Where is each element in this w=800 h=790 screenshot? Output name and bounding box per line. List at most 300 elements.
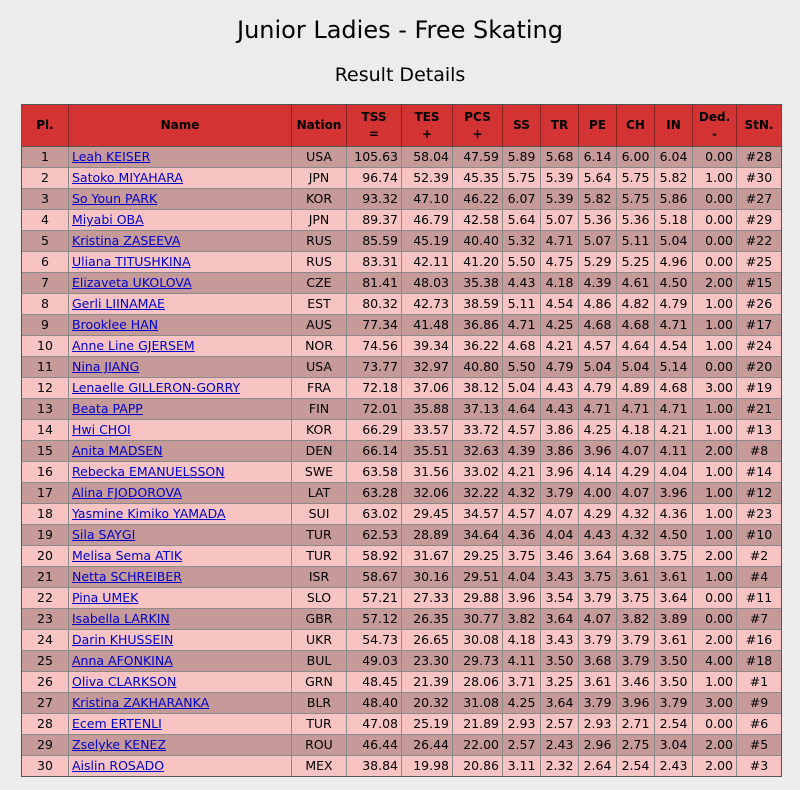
cell-skater-name — [69, 315, 292, 336]
results-table — [21, 104, 782, 777]
cell-tes: 25.19 — [402, 714, 453, 735]
skater-link[interactable]: Anne Line GJERSEM — [72, 338, 195, 353]
cell-start-number: #17 — [737, 315, 781, 336]
cell-pcs: 36.86 — [453, 315, 503, 336]
skater-link[interactable]: Anita MADSEN — [72, 443, 163, 458]
cell-in: 4.04 — [655, 462, 693, 483]
cell-place: 19 — [22, 525, 69, 546]
skater-link[interactable]: Melisa Sema ATIK — [72, 548, 183, 563]
cell-ch: 5.11 — [617, 231, 655, 252]
table-row — [22, 336, 781, 357]
skater-link[interactable]: Kristina ZAKHARANKA — [72, 695, 210, 710]
cell-in: 3.64 — [655, 588, 693, 609]
cell-pe: 6.14 — [579, 147, 617, 168]
table-row — [22, 567, 781, 588]
cell-start-number: #10 — [737, 525, 781, 546]
cell-ss: 2.57 — [503, 735, 541, 756]
cell-tr: 3.64 — [541, 609, 579, 630]
cell-deduction: 0.00 — [693, 210, 737, 231]
cell-skater-name — [69, 588, 292, 609]
skater-link[interactable]: Hwi CHOI — [72, 422, 131, 437]
cell-tes: 42.11 — [402, 252, 453, 273]
cell-ch: 5.25 — [617, 252, 655, 273]
cell-pcs: 46.22 — [453, 189, 503, 210]
cell-skater-name — [69, 462, 292, 483]
cell-ch: 3.68 — [617, 546, 655, 567]
cell-skater-name — [69, 504, 292, 525]
cell-start-number: #24 — [737, 336, 781, 357]
table-row — [22, 588, 781, 609]
header-deduction — [693, 105, 737, 147]
cell-ch: 2.54 — [617, 756, 655, 776]
cell-start-number: #30 — [737, 168, 781, 189]
cell-start-number: #15 — [737, 273, 781, 294]
cell-place: 2 — [22, 168, 69, 189]
table-row — [22, 399, 781, 420]
header-ded-sign: - — [712, 126, 717, 141]
cell-start-number: #18 — [737, 651, 781, 672]
cell-tes: 26.44 — [402, 735, 453, 756]
cell-place: 13 — [22, 399, 69, 420]
skater-link[interactable]: Alina FJODOROVA — [72, 485, 182, 500]
cell-pe: 3.68 — [579, 651, 617, 672]
cell-pe: 4.29 — [579, 504, 617, 525]
cell-tr: 3.43 — [541, 630, 579, 651]
cell-in: 3.04 — [655, 735, 693, 756]
cell-ss: 4.04 — [503, 567, 541, 588]
cell-ch: 4.64 — [617, 336, 655, 357]
cell-deduction: 3.00 — [693, 693, 737, 714]
cell-tes: 31.67 — [402, 546, 453, 567]
cell-tss: 54.73 — [347, 630, 402, 651]
cell-nation: AUS — [292, 315, 347, 336]
cell-ch: 4.07 — [617, 441, 655, 462]
cell-tss: 63.28 — [347, 483, 402, 504]
cell-ch: 3.61 — [617, 567, 655, 588]
cell-skater-name — [69, 714, 292, 735]
cell-nation: EST — [292, 294, 347, 315]
cell-tr: 5.68 — [541, 147, 579, 168]
cell-start-number: #4 — [737, 567, 781, 588]
cell-tss: 74.56 — [347, 336, 402, 357]
cell-start-number: #1 — [737, 672, 781, 693]
cell-place: 17 — [22, 483, 69, 504]
cell-start-number: #8 — [737, 441, 781, 462]
cell-in: 4.71 — [655, 315, 693, 336]
cell-tes: 48.03 — [402, 273, 453, 294]
skater-link[interactable]: Sila SAYGI — [72, 527, 136, 542]
cell-pcs: 21.89 — [453, 714, 503, 735]
cell-nation: ROU — [292, 735, 347, 756]
cell-place: 27 — [22, 693, 69, 714]
cell-tes: 28.89 — [402, 525, 453, 546]
cell-ss: 5.64 — [503, 210, 541, 231]
cell-deduction: 0.00 — [693, 252, 737, 273]
skater-link[interactable]: Gerli LIINAMAE — [72, 296, 165, 311]
cell-tes: 30.16 — [402, 567, 453, 588]
cell-place: 1 — [22, 147, 69, 168]
header-tss — [347, 105, 402, 147]
header-tr: TR — [541, 105, 579, 147]
cell-skater-name — [69, 294, 292, 315]
cell-start-number: #11 — [737, 588, 781, 609]
cell-ch: 4.89 — [617, 378, 655, 399]
cell-in: 4.50 — [655, 273, 693, 294]
cell-pcs: 45.35 — [453, 168, 503, 189]
cell-pe: 4.00 — [579, 483, 617, 504]
cell-ch: 4.61 — [617, 273, 655, 294]
cell-deduction: 0.00 — [693, 231, 737, 252]
cell-skater-name — [69, 651, 292, 672]
cell-skater-name — [69, 189, 292, 210]
cell-pcs: 38.59 — [453, 294, 503, 315]
table-row — [22, 147, 781, 168]
cell-tss: 66.14 — [347, 441, 402, 462]
cell-place: 9 — [22, 315, 69, 336]
cell-deduction: 1.00 — [693, 168, 737, 189]
header-ss: SS — [503, 105, 541, 147]
cell-tes: 19.98 — [402, 756, 453, 776]
cell-tr: 5.07 — [541, 210, 579, 231]
cell-pe: 3.61 — [579, 672, 617, 693]
skater-link[interactable]: Nina JIANG — [72, 359, 140, 374]
skater-link[interactable]: Elizaveta UKOLOVA — [72, 275, 192, 290]
cell-tss: 66.29 — [347, 420, 402, 441]
skater-link[interactable]: Brooklee HAN — [72, 317, 159, 332]
header-in: IN — [655, 105, 693, 147]
cell-ch: 3.82 — [617, 609, 655, 630]
cell-tss: 47.08 — [347, 714, 402, 735]
cell-in: 4.71 — [655, 399, 693, 420]
cell-pe: 3.96 — [579, 441, 617, 462]
cell-tr: 3.25 — [541, 672, 579, 693]
cell-skater-name — [69, 336, 292, 357]
cell-place: 5 — [22, 231, 69, 252]
cell-pcs: 38.12 — [453, 378, 503, 399]
cell-pcs: 29.73 — [453, 651, 503, 672]
cell-start-number: #14 — [737, 462, 781, 483]
cell-tes: 23.30 — [402, 651, 453, 672]
cell-pe: 4.25 — [579, 420, 617, 441]
cell-skater-name — [69, 735, 292, 756]
cell-nation: TUR — [292, 525, 347, 546]
cell-pcs: 40.40 — [453, 231, 503, 252]
cell-pe: 5.82 — [579, 189, 617, 210]
cell-ss: 4.57 — [503, 504, 541, 525]
cell-ss: 5.04 — [503, 378, 541, 399]
table-row — [22, 630, 781, 651]
table-row — [22, 420, 781, 441]
cell-pcs: 30.08 — [453, 630, 503, 651]
cell-tss: 105.63 — [347, 147, 402, 168]
cell-place: 29 — [22, 735, 69, 756]
header-pcs-sign: + — [472, 126, 483, 141]
header-name: Name — [69, 105, 292, 147]
cell-in: 3.50 — [655, 651, 693, 672]
cell-in: 2.54 — [655, 714, 693, 735]
cell-in: 4.36 — [655, 504, 693, 525]
cell-in: 6.04 — [655, 147, 693, 168]
cell-deduction: 0.00 — [693, 147, 737, 168]
cell-place: 15 — [22, 441, 69, 462]
cell-tes: 42.73 — [402, 294, 453, 315]
skater-link[interactable]: Yasmine Kimiko YAMADA — [72, 506, 226, 521]
cell-tss: 58.92 — [347, 546, 402, 567]
cell-tes: 20.32 — [402, 693, 453, 714]
skater-link[interactable]: Satoko MIYAHARA — [72, 170, 183, 185]
cell-tss: 93.32 — [347, 189, 402, 210]
skater-link[interactable]: Lenaelle GILLERON-GORRY — [72, 380, 241, 395]
cell-in: 5.18 — [655, 210, 693, 231]
cell-tss: 72.01 — [347, 399, 402, 420]
skater-link[interactable]: Miyabi OBA — [72, 212, 144, 227]
cell-place: 21 — [22, 567, 69, 588]
cell-nation: JPN — [292, 168, 347, 189]
cell-start-number: #7 — [737, 609, 781, 630]
header-tss-sign: = — [368, 126, 380, 141]
skater-link[interactable]: Netta SCHREIBER — [72, 569, 182, 584]
header-place: Pl. — [22, 105, 69, 147]
cell-ch: 5.75 — [617, 189, 655, 210]
cell-nation: UKR — [292, 630, 347, 651]
cell-deduction: 1.00 — [693, 672, 737, 693]
cell-in: 3.79 — [655, 693, 693, 714]
table-row — [22, 189, 781, 210]
cell-deduction: 1.00 — [693, 420, 737, 441]
skater-link[interactable]: Ecem ERTENLI — [72, 716, 162, 731]
cell-pe: 3.79 — [579, 630, 617, 651]
cell-pcs: 36.22 — [453, 336, 503, 357]
cell-pcs: 42.58 — [453, 210, 503, 231]
cell-tr: 3.86 — [541, 420, 579, 441]
table-row — [22, 672, 781, 693]
skater-link[interactable]: Uliana TITUSHKINA — [72, 254, 191, 269]
header-tss-label: TSS — [361, 109, 387, 124]
cell-ch: 6.00 — [617, 147, 655, 168]
cell-pe: 5.36 — [579, 210, 617, 231]
skater-link[interactable]: Beata PAPP — [72, 401, 143, 416]
cell-ch: 3.96 — [617, 693, 655, 714]
skater-link[interactable]: Kristina ZASEEVA — [72, 233, 181, 248]
cell-deduction: 0.00 — [693, 357, 737, 378]
cell-in: 4.79 — [655, 294, 693, 315]
cell-start-number: #12 — [737, 483, 781, 504]
cell-pe: 2.96 — [579, 735, 617, 756]
cell-tes: 27.33 — [402, 588, 453, 609]
cell-ss: 5.32 — [503, 231, 541, 252]
cell-tes: 26.35 — [402, 609, 453, 630]
cell-pe: 2.64 — [579, 756, 617, 776]
cell-pcs: 28.06 — [453, 672, 503, 693]
cell-tes: 41.48 — [402, 315, 453, 336]
cell-start-number: #28 — [737, 147, 781, 168]
cell-start-number: #6 — [737, 714, 781, 735]
cell-tss: 48.40 — [347, 693, 402, 714]
cell-pcs: 33.02 — [453, 462, 503, 483]
cell-ch: 4.71 — [617, 399, 655, 420]
cell-tr: 3.86 — [541, 441, 579, 462]
cell-tss: 89.37 — [347, 210, 402, 231]
cell-pe: 5.29 — [579, 252, 617, 273]
cell-deduction: 0.00 — [693, 189, 737, 210]
cell-start-number: #13 — [737, 420, 781, 441]
cell-nation: ISR — [292, 567, 347, 588]
skater-link[interactable]: Pina UMEK — [72, 590, 139, 605]
cell-ss: 4.25 — [503, 693, 541, 714]
cell-ch: 3.79 — [617, 651, 655, 672]
cell-tr: 4.71 — [541, 231, 579, 252]
cell-pe: 4.43 — [579, 525, 617, 546]
cell-pcs: 35.38 — [453, 273, 503, 294]
cell-start-number: #29 — [737, 210, 781, 231]
cell-in: 3.61 — [655, 567, 693, 588]
cell-place: 24 — [22, 630, 69, 651]
cell-pcs: 30.77 — [453, 609, 503, 630]
cell-tr: 3.96 — [541, 462, 579, 483]
cell-tes: 52.39 — [402, 168, 453, 189]
cell-in: 4.96 — [655, 252, 693, 273]
cell-nation: USA — [292, 357, 347, 378]
cell-tss: 80.32 — [347, 294, 402, 315]
cell-deduction: 0.00 — [693, 714, 737, 735]
skater-link[interactable]: Rebecka EMANUELSSON — [72, 464, 225, 479]
cell-place: 20 — [22, 546, 69, 567]
header-pcs — [453, 105, 503, 147]
header-tes-sign: + — [421, 126, 433, 141]
cell-ss: 5.50 — [503, 357, 541, 378]
skater-link[interactable]: Zselyke KENEZ — [72, 737, 167, 752]
table-row — [22, 504, 781, 525]
cell-nation: MEX — [292, 756, 347, 776]
cell-skater-name — [69, 693, 292, 714]
cell-tr: 4.79 — [541, 357, 579, 378]
cell-ss: 4.36 — [503, 525, 541, 546]
cell-nation: CZE — [292, 273, 347, 294]
cell-pe: 3.75 — [579, 567, 617, 588]
cell-deduction: 1.00 — [693, 525, 737, 546]
skater-link[interactable]: So Youn PARK — [72, 191, 158, 206]
table-row — [22, 546, 781, 567]
cell-place: 28 — [22, 714, 69, 735]
cell-pe: 5.64 — [579, 168, 617, 189]
cell-tr: 4.54 — [541, 294, 579, 315]
cell-pe: 4.07 — [579, 609, 617, 630]
cell-tss: 57.12 — [347, 609, 402, 630]
cell-start-number: #21 — [737, 399, 781, 420]
cell-ch: 3.75 — [617, 588, 655, 609]
cell-nation: KOR — [292, 189, 347, 210]
table-row — [22, 357, 781, 378]
cell-nation: USA — [292, 147, 347, 168]
cell-skater-name — [69, 231, 292, 252]
cell-ss: 2.93 — [503, 714, 541, 735]
cell-place: 4 — [22, 210, 69, 231]
cell-skater-name — [69, 147, 292, 168]
cell-ch: 3.79 — [617, 630, 655, 651]
skater-link[interactable]: Anna AFONKINA — [72, 653, 173, 668]
cell-skater-name — [69, 357, 292, 378]
cell-skater-name — [69, 441, 292, 462]
cell-in: 5.82 — [655, 168, 693, 189]
skater-link[interactable]: Oliva CLARKSON — [72, 674, 177, 689]
cell-tr: 2.57 — [541, 714, 579, 735]
cell-pcs: 41.20 — [453, 252, 503, 273]
cell-tss: 57.21 — [347, 588, 402, 609]
cell-start-number: #22 — [737, 231, 781, 252]
cell-pcs: 47.59 — [453, 147, 503, 168]
cell-nation: TUR — [292, 546, 347, 567]
cell-start-number: #16 — [737, 630, 781, 651]
cell-place: 30 — [22, 756, 69, 776]
cell-place: 7 — [22, 273, 69, 294]
cell-tr: 5.39 — [541, 168, 579, 189]
cell-nation: LAT — [292, 483, 347, 504]
cell-tr: 4.21 — [541, 336, 579, 357]
cell-ch: 4.32 — [617, 525, 655, 546]
cell-pe: 3.64 — [579, 546, 617, 567]
cell-pe: 4.86 — [579, 294, 617, 315]
cell-ss: 4.11 — [503, 651, 541, 672]
cell-deduction: 3.00 — [693, 378, 737, 399]
cell-place: 18 — [22, 504, 69, 525]
cell-place: 25 — [22, 651, 69, 672]
cell-in: 4.21 — [655, 420, 693, 441]
cell-ch: 4.18 — [617, 420, 655, 441]
cell-ch: 4.07 — [617, 483, 655, 504]
cell-skater-name — [69, 756, 292, 776]
cell-pcs: 31.08 — [453, 693, 503, 714]
cell-ss: 3.11 — [503, 756, 541, 776]
cell-ss: 4.32 — [503, 483, 541, 504]
cell-place: 10 — [22, 336, 69, 357]
cell-pe: 5.07 — [579, 231, 617, 252]
cell-tr: 3.43 — [541, 567, 579, 588]
skater-link[interactable]: Isabella LARKIN — [72, 611, 170, 626]
cell-tes: 35.88 — [402, 399, 453, 420]
cell-in: 3.75 — [655, 546, 693, 567]
cell-place: 11 — [22, 357, 69, 378]
cell-in: 5.14 — [655, 357, 693, 378]
cell-skater-name — [69, 273, 292, 294]
cell-ch: 5.36 — [617, 210, 655, 231]
cell-deduction: 4.00 — [693, 651, 737, 672]
cell-in: 4.50 — [655, 525, 693, 546]
cell-pcs: 32.63 — [453, 441, 503, 462]
cell-nation: KOR — [292, 420, 347, 441]
cell-ss: 3.75 — [503, 546, 541, 567]
cell-nation: FIN — [292, 399, 347, 420]
cell-tr: 4.75 — [541, 252, 579, 273]
cell-tss: 38.84 — [347, 756, 402, 776]
skater-link[interactable]: Aislin ROSADO — [72, 758, 165, 773]
header-pe: PE — [579, 105, 617, 147]
cell-tss: 72.18 — [347, 378, 402, 399]
cell-nation: SUI — [292, 504, 347, 525]
table-row — [22, 378, 781, 399]
table-row — [22, 273, 781, 294]
skater-link[interactable]: Darin KHUSSEIN — [72, 632, 174, 647]
cell-pe: 4.57 — [579, 336, 617, 357]
cell-ss: 3.71 — [503, 672, 541, 693]
table-row — [22, 294, 781, 315]
cell-place: 16 — [22, 462, 69, 483]
cell-tr: 2.32 — [541, 756, 579, 776]
skater-link[interactable]: Leah KEISER — [72, 149, 151, 164]
header-tes — [402, 105, 453, 147]
cell-ss: 3.82 — [503, 609, 541, 630]
cell-skater-name — [69, 168, 292, 189]
cell-deduction: 1.00 — [693, 315, 737, 336]
